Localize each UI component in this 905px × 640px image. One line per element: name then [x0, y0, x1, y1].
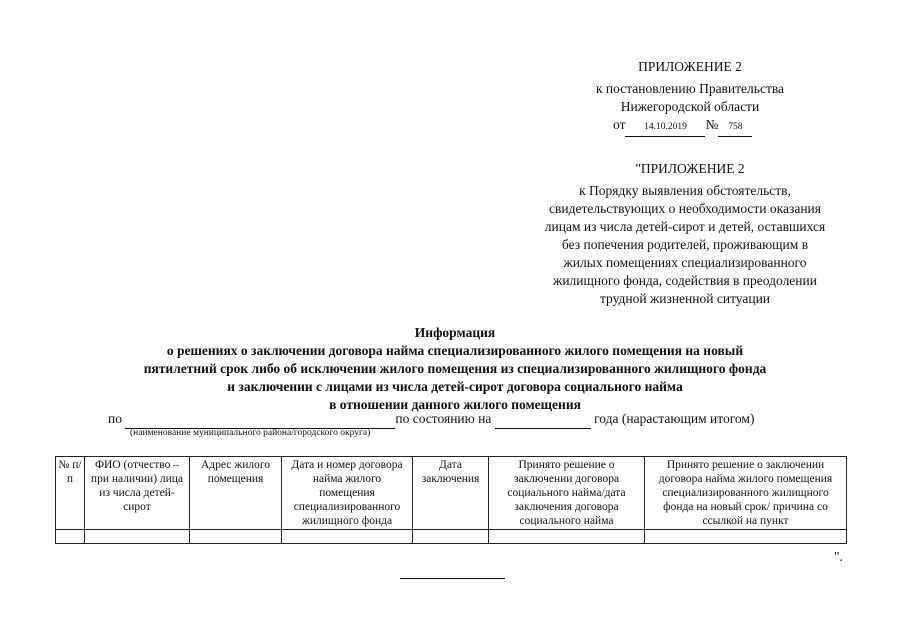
by-label: по [108, 411, 122, 426]
table-cell [190, 530, 282, 544]
heading-line: пятилетний срок либо об исключении жилого помещения из специализированного жилищного фонда [143, 361, 767, 376]
col-social-decision: Принято решение о заключении договора социального найма/дата заключения договора социального найма [489, 457, 645, 530]
col-renewal-decision: Принято решение о заключении договора найма жилого помещения специализированного жилищного фонда на новый срок/ причина со ссылкой на пункт [645, 457, 847, 530]
inner-line: лицам из числа детей-сирот и детей, оставшихся [544, 219, 826, 234]
inner-line: трудной жизненной ситуации [599, 291, 771, 306]
col-contract: Дата и номер договора найма жилого помещения специализированного жилищного фонда [282, 457, 413, 530]
footer-separator [400, 578, 505, 579]
table-cell [85, 530, 190, 544]
inner-appendix-text [500, 182, 870, 308]
table-cell [282, 530, 413, 544]
as-of-label: по состоянию на [395, 411, 492, 426]
decree-date: 14.10.2019 [625, 118, 705, 137]
col-full-name: ФИО (отчество – при наличии) лица из числа детей-сирот [85, 457, 190, 530]
appendix-line-2: Нижегородской области [620, 99, 760, 114]
heading-line: о решениях о заключении договора найма специализированного жилого помещения на новый [166, 343, 744, 358]
table-cell [413, 530, 489, 544]
inner-line: жилищного фонда, содействия в преодолении [553, 273, 817, 288]
year-label: года (нарастающим итогом) [594, 411, 755, 426]
table-cell [56, 530, 85, 544]
heading-line: и заключении с лицами из числа детей-сирот договора социального найма [227, 379, 683, 394]
municipality-caption: (наименование муниципального района/городского округа) [130, 428, 371, 438]
from-label: от [613, 117, 626, 132]
number-label: № [705, 117, 719, 132]
inner-line: свидетельствующих о необходимости оказания [549, 201, 821, 216]
inner-line: без попечения родителей, проживающим в [561, 237, 809, 252]
heading-title: Информация [414, 325, 496, 340]
decree-number: 758 [718, 118, 752, 137]
municipality-blank [125, 410, 395, 429]
inner-appendix-title: "ПРИЛОЖЕНИЕ 2 [635, 161, 745, 176]
appendix-date-row [613, 116, 752, 137]
decisions-table [55, 456, 847, 544]
heading-line: в отношении данного жилого помещения [329, 397, 581, 412]
col-address: Адрес жилого помещения [190, 457, 282, 530]
inner-line: жилых помещениях специализированного [563, 255, 807, 270]
period-row [108, 410, 754, 429]
date-blank [495, 410, 591, 429]
appendix-line-1: к постановлению Правительства [595, 81, 785, 96]
document-heading [60, 324, 850, 414]
table-header-row [56, 457, 847, 530]
col-conclusion-date: Дата заключения [413, 457, 489, 530]
closing-quote: ". [834, 549, 843, 564]
table-row [56, 530, 847, 544]
appendix-title: ПРИЛОЖЕНИЕ 2 [638, 59, 742, 74]
table-cell [645, 530, 847, 544]
table-cell [489, 530, 645, 544]
inner-line: к Порядку выявления обстоятельств, [579, 183, 791, 198]
col-number: № п/п [56, 457, 85, 530]
